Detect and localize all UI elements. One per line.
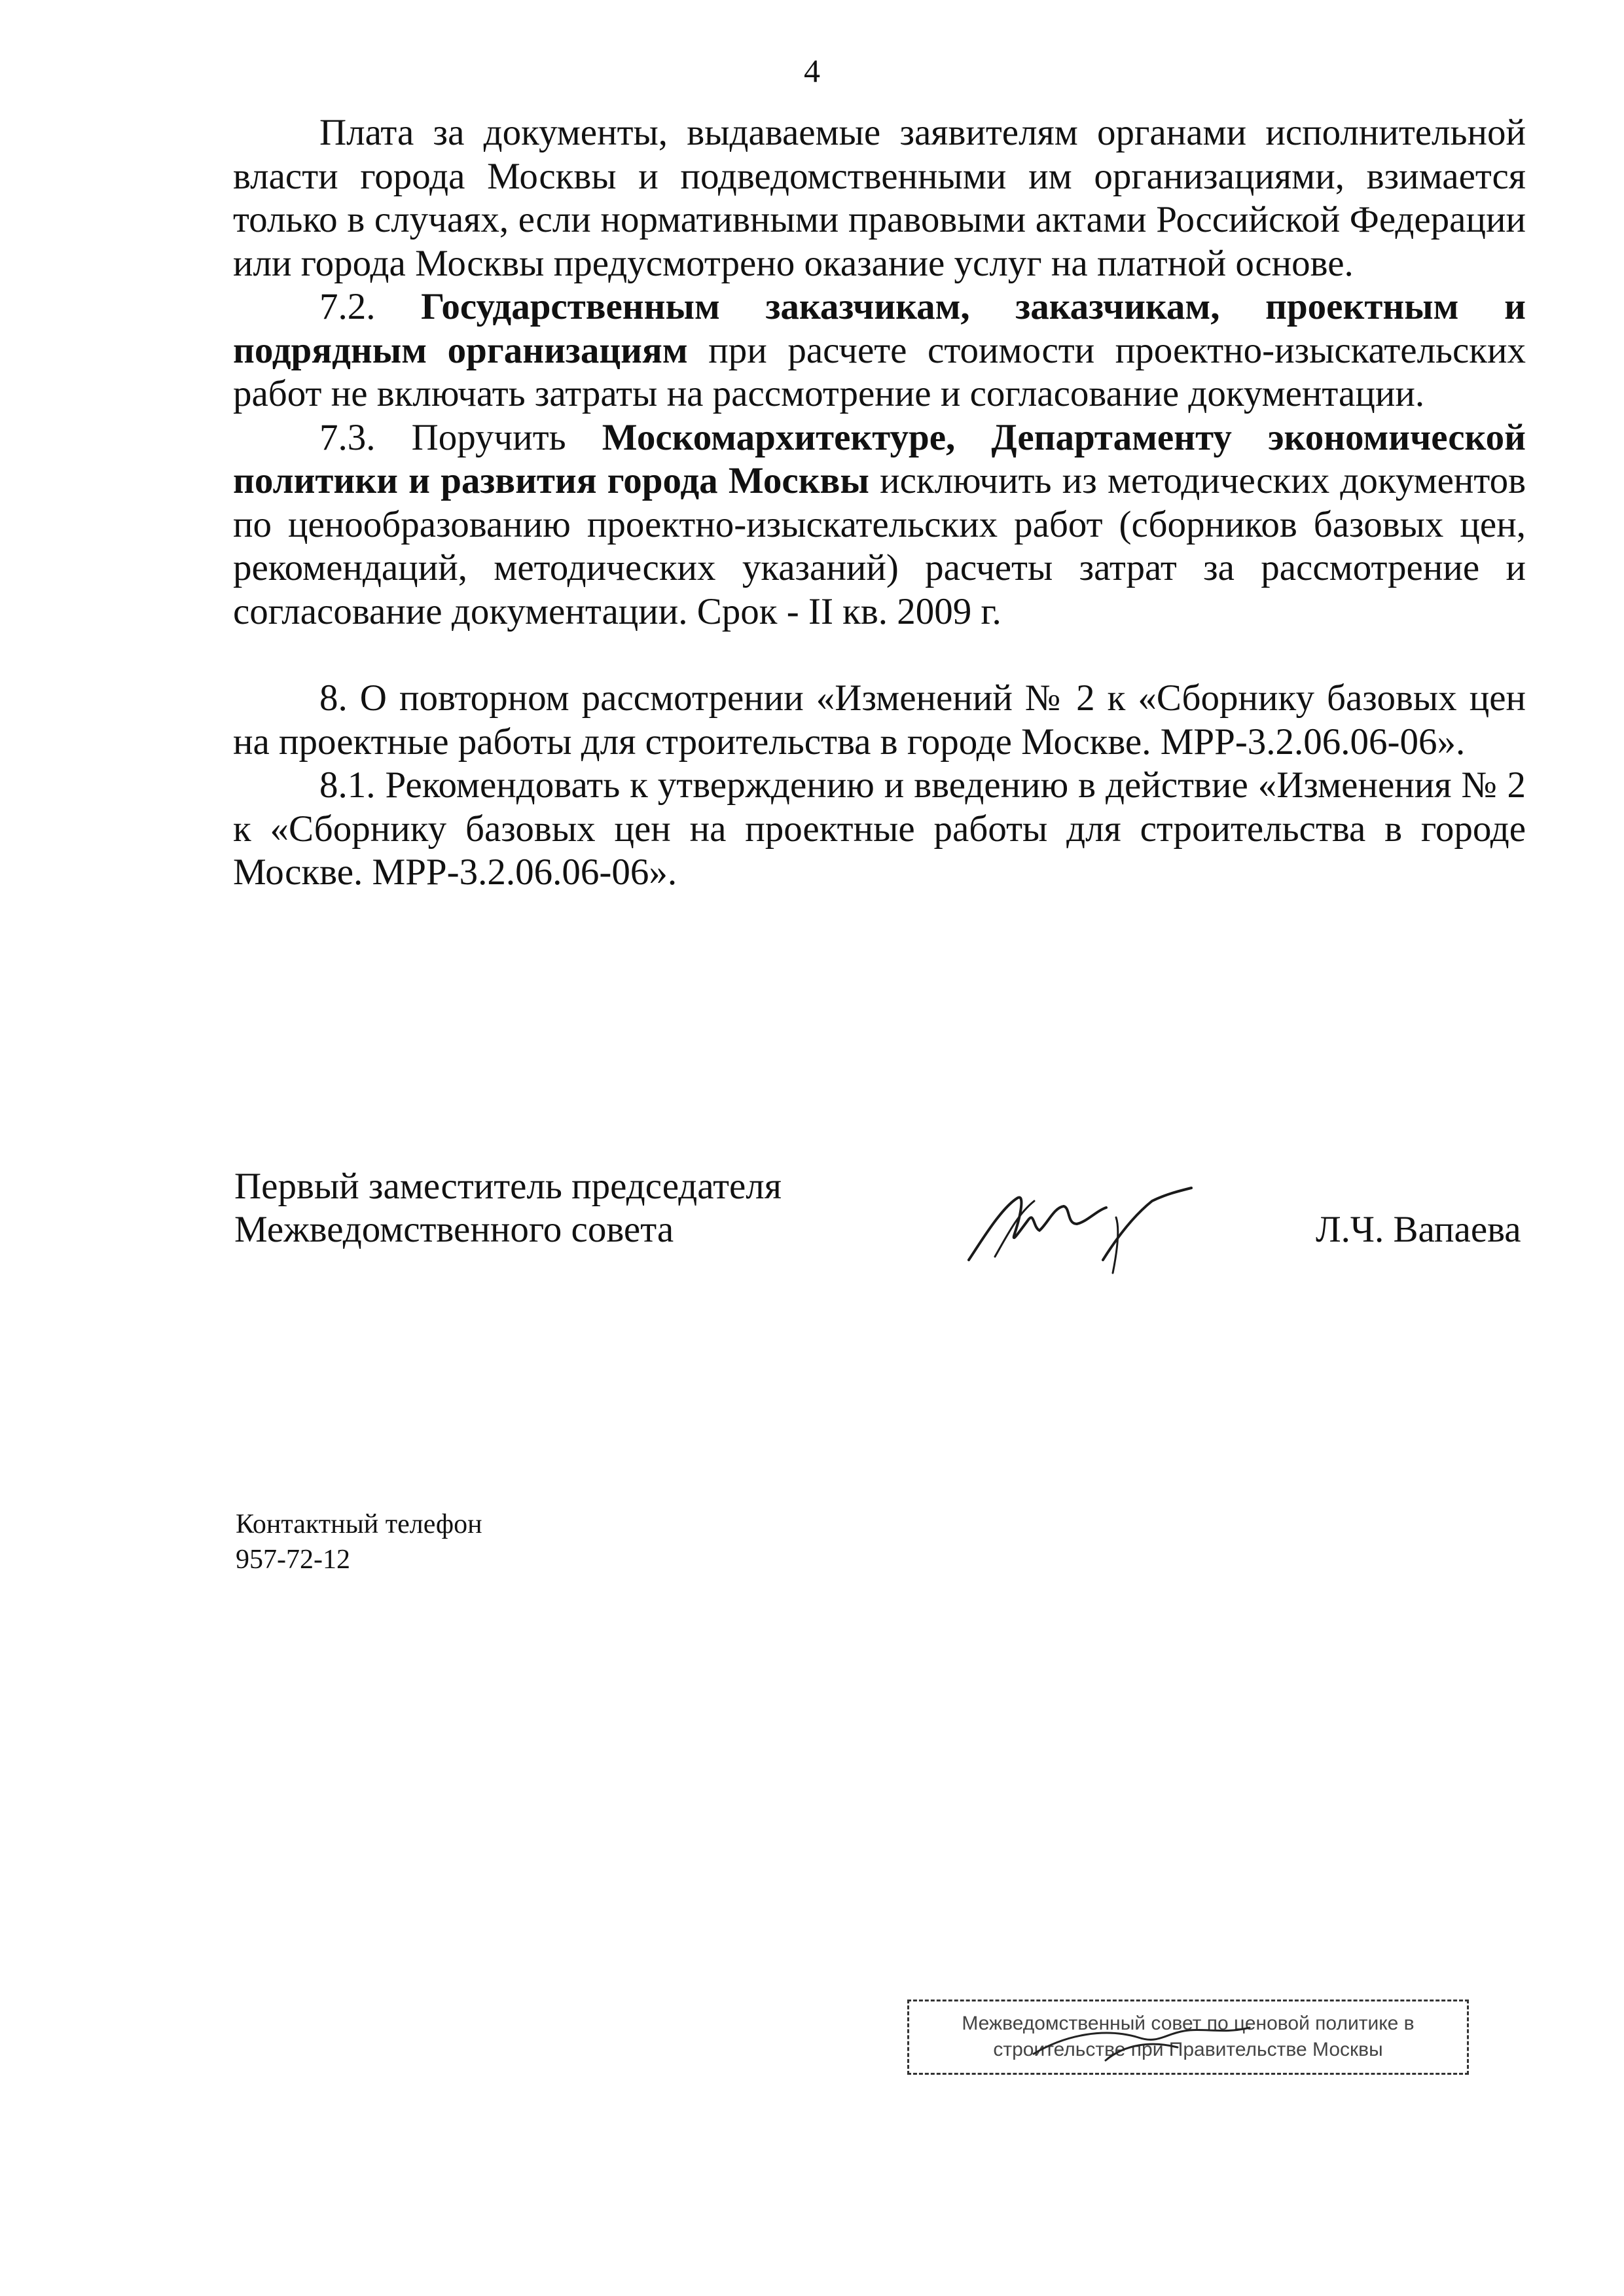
signatory-title-line1: Первый заместитель председателя bbox=[234, 1166, 782, 1207]
paragraph-7-3 bbox=[233, 416, 1526, 634]
registration-stamp bbox=[907, 2000, 1469, 2075]
paragraph-7-2 bbox=[233, 285, 1526, 416]
contact-phone: 957-72-12 bbox=[236, 1545, 350, 1575]
paragraph-7-3-start: 7.3. Поручить bbox=[319, 416, 566, 458]
handwritten-signature bbox=[956, 1162, 1204, 1293]
paragraph-8-1: 8.1. Рекомендовать к утверждению и введению в действие «Изменения № 2 к «Сборнику базовых цен на проектные работы для строительства в городе Москве. МРР-3.2.06.06-06». bbox=[233, 764, 1526, 893]
paragraph-7-3-bold: Москомархитектуре, Департаменту экономической политики и развития города Москвы bbox=[233, 416, 1526, 501]
paragraph-7-2-number: 7.2. bbox=[319, 286, 376, 327]
contact-block bbox=[236, 1507, 482, 1577]
paragraph-7-2-bold: Государственным заказчикам, заказчикам, проектным и подрядным организациям bbox=[233, 286, 1526, 371]
paragraph-8: 8. О повторном рассмотрении «Изменений № 2 к «Сборнику базовых цен на проектные работы для строительства в городе Москве. МРР-3.2.06.06-06». bbox=[233, 677, 1526, 762]
signatory-name: Л.Ч. Вапаева bbox=[1316, 1209, 1521, 1250]
paragraph-7-3-text: исключить из методических документов по ценообразованию проектно-изыскательских работ (сборников базовых цен, рекомендаций, методических указаний) расчеты затрат за рассмотрение и согласование документации. Срок - II кв. 2009 г. bbox=[233, 460, 1526, 632]
contact-label: Контактный телефон bbox=[236, 1509, 482, 1539]
signatory-title bbox=[234, 1165, 782, 1251]
signatory-title-line2: Межведомственного совета bbox=[234, 1209, 674, 1250]
stamp-line1: Межведомственный совет по ценовой политике в bbox=[962, 2013, 1415, 2034]
paragraph-7-2-text: при расчете стоимости проектно-изыскательских работ не включать затраты на рассмотрение и согласование документации. bbox=[233, 329, 1526, 414]
paragraph-fee: Плата за документы, выдаваемые заявителям органами исполнительной власти города Москвы и подведомственными им организациями, взимается только в случаях, если нормативными правовыми актами Российской Федерации или города Москвы предусмотрено оказание услуг на платной основе. bbox=[233, 112, 1526, 284]
page-number: 4 bbox=[804, 52, 820, 89]
document-body bbox=[233, 111, 1526, 895]
stamp-line2: строительстве при Правительстве Москвы bbox=[993, 2039, 1383, 2060]
stamp-signature bbox=[1027, 2008, 1263, 2073]
